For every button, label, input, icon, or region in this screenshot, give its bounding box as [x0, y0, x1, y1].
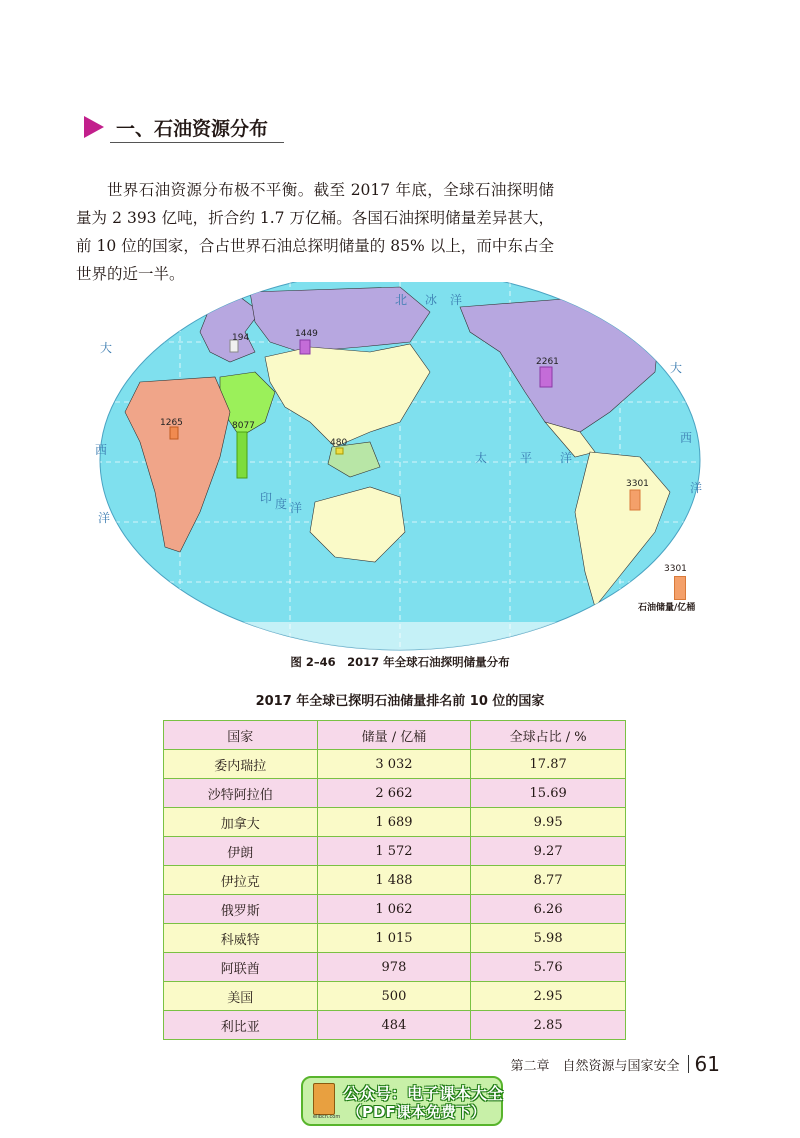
reserve-value: 8077: [232, 421, 255, 431]
ocean-label: 度: [275, 497, 288, 511]
reserves-table: [163, 720, 626, 1040]
table-cell-reserve: 1 062: [317, 895, 471, 924]
table-cell-country: 加拿大: [164, 808, 318, 837]
ocean-label: 洋: [290, 501, 303, 515]
watermark-line-1: 公众号：电子课本大全: [343, 1084, 504, 1103]
ocean-label: 西: [95, 443, 108, 457]
reserve-bar-asia-pacific: [336, 448, 343, 454]
table-cell-country: 美国: [164, 982, 318, 1011]
map-legend: [632, 564, 722, 614]
table-cell-reserve: 500: [317, 982, 471, 1011]
table-cell-reserve: 1 015: [317, 924, 471, 953]
reserve-value: 1449: [295, 329, 318, 339]
table-cell-country: 俄罗斯: [164, 895, 318, 924]
ocean-label: 洋: [690, 481, 703, 495]
table-cell-share: 5.76: [471, 953, 626, 982]
reserve-value: 3301: [626, 479, 649, 489]
figure-caption: 图 2–46 2017 年全球石油探明储量分布: [290, 655, 510, 669]
table-cell-share: 9.95: [471, 808, 626, 837]
ocean-label: 大: [100, 341, 113, 355]
table-header-cell: 国家: [164, 721, 318, 750]
table-row: [164, 895, 626, 924]
table-cell-country: 科威特: [164, 924, 318, 953]
table-cell-reserve: 2 662: [317, 779, 471, 808]
table-cell-reserve: 1 689: [317, 808, 471, 837]
ocean-label: 平: [520, 451, 533, 465]
reserve-bar-africa: [170, 427, 178, 439]
table-caption: 2017 年全球已探明石油储量排名前 10 位的国家: [255, 694, 545, 709]
watermark-banner: [301, 1076, 503, 1126]
reserve-value: 480: [330, 438, 348, 448]
table-cell-share: 5.98: [471, 924, 626, 953]
reserve-value: 2261: [536, 357, 559, 367]
legend-bar: [674, 576, 686, 600]
table-row: [164, 808, 626, 837]
map-svg: [70, 282, 730, 662]
ocean-label: 西: [680, 431, 693, 445]
ocean-label: 北: [395, 293, 408, 307]
section-heading: [84, 112, 284, 142]
ocean-label: 洋: [450, 293, 463, 307]
table-cell-share: 2.85: [471, 1011, 626, 1040]
table-cell-share: 8.77: [471, 866, 626, 895]
table-cell-share: 9.27: [471, 837, 626, 866]
table-header-cell: 全球占比 / %: [471, 721, 626, 750]
reserve-value: 194: [232, 333, 250, 343]
world-oil-map: [70, 282, 730, 662]
table-cell-reserve: 978: [317, 953, 471, 982]
logo-text: elibcn.com: [313, 1114, 341, 1120]
table-cell-reserve: 3 032: [317, 750, 471, 779]
table-cell-country: 伊朗: [164, 837, 318, 866]
section-title: 一、石油资源分布: [116, 118, 269, 140]
footer-divider: [688, 1055, 689, 1073]
table-cell-share: 17.87: [471, 750, 626, 779]
table-row: [164, 750, 626, 779]
page-number: 61: [694, 1052, 720, 1076]
table-cell-share: 15.69: [471, 779, 626, 808]
legend-value: 3301: [664, 564, 687, 574]
table-header-cell: 储量 / 亿桶: [317, 721, 471, 750]
legend-label: 石油储量/亿桶: [638, 603, 696, 613]
triangle-bullet-icon: [84, 116, 104, 138]
page-footer: [511, 1052, 720, 1076]
table-row: [164, 779, 626, 808]
table-cell-country: 伊拉克: [164, 866, 318, 895]
table-row: [164, 953, 626, 982]
table-cell-reserve: 484: [317, 1011, 471, 1040]
reserve-value: 1265: [160, 418, 183, 428]
heading-underline: [110, 142, 284, 143]
reserve-bar-south-america: [630, 490, 640, 510]
table-cell-reserve: 1 488: [317, 866, 471, 895]
reserve-bar-north-america: [540, 367, 552, 387]
table-cell-reserve: 1 572: [317, 837, 471, 866]
table-row: [164, 924, 626, 953]
table-cell-share: 2.95: [471, 982, 626, 1011]
table-cell-country: 沙特阿拉伯: [164, 779, 318, 808]
ocean-label: 洋: [98, 511, 111, 525]
table-cell-country: 阿联酋: [164, 953, 318, 982]
ocean-label: 大: [670, 361, 683, 375]
body-paragraph: 世界石油资源分布极不平衡。截至 2017 年底，全球石油探明储量为 2 393 亿吨，折合约 1.7 万亿桶。各国石油探明储量差异甚大，前 10 位的国家，合占世界石油总探明储量的 85% 以上，而中东占全世界的近一半。: [76, 180, 554, 283]
watermark-line-2: （PDF课本免费下）: [347, 1103, 486, 1121]
table-row: [164, 866, 626, 895]
ocean-label: 印: [260, 491, 273, 505]
table-row: [164, 982, 626, 1011]
table-row: [164, 1011, 626, 1040]
table-header-row: [164, 721, 626, 750]
table-cell-country: 利比亚: [164, 1011, 318, 1040]
ocean-label: 冰: [425, 293, 438, 307]
ocean-label: 洋: [560, 451, 573, 465]
book-logo-icon: [313, 1083, 335, 1115]
ocean-label: 太: [475, 451, 488, 465]
table-cell-share: 6.26: [471, 895, 626, 924]
reserve-bar-middle-east: [237, 432, 247, 478]
reserve-bar-russia: [300, 340, 310, 354]
chapter-title: 第二章 自然资源与国家安全: [510, 1058, 680, 1074]
table-row: [164, 837, 626, 866]
table-cell-country: 委内瑞拉: [164, 750, 318, 779]
greenland-shape: [610, 282, 680, 322]
